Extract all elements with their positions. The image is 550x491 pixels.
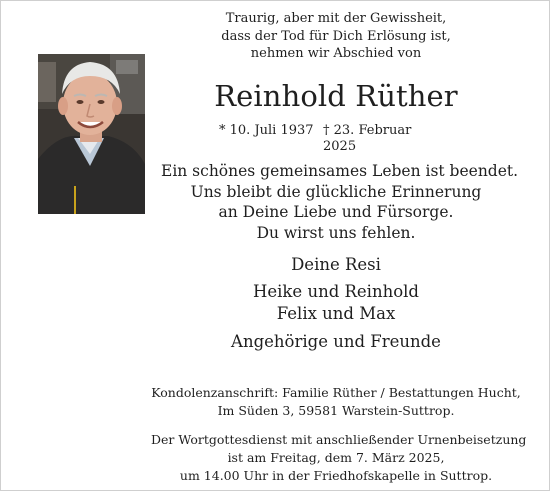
address-line: Kondolenzanschrift: Familie Rüther / Bestattungen Hucht, [151,385,521,400]
intro-line: Traurig, aber mit der Gewissheit, [225,11,447,26]
mourner-children [161,281,511,325]
address-line: Im Süden 3, 59581 Warstein-Suttrop. [217,403,455,418]
memorial-verse [161,161,519,243]
verse-line: Ein schönes gemeinsames Leben ist beendet. [161,162,519,180]
service-line: Der Wortgottesdienst mit anschließender Urnenbeisetzung [151,432,527,447]
mourner-line: Heike und Reinhold [253,282,419,301]
mourner-spouse: Deine Resi [291,255,381,274]
verse-line: Du wirst uns fehlen. [256,223,416,242]
mourner-line: Felix und Max [276,304,396,323]
service-line: ist am Freitag, dem 7. März 2025, [227,450,445,465]
service-info [151,431,527,485]
intro-line: dass der Tod für Dich Erlösung ist, [221,28,451,44]
verse-line: an Deine Liebe und Fürsorge. [218,203,454,221]
portrait-photo [38,54,145,214]
intro-line: nehmen wir Abschied von [250,46,422,61]
intro-text [161,10,511,63]
deceased-name: Reinhold Rüther [214,79,458,113]
portrait-illustration [38,54,145,214]
mourner-others: Angehörige und Freunde [231,332,441,351]
death-date: † 23. Februar 2025 [323,123,412,154]
service-line: um 14.00 Uhr in der Friedhofskapelle in Suttrop. [179,468,493,483]
condolence-address [151,384,521,420]
verse-line: Uns bleibt die glückliche Erinnerung [190,182,482,201]
birth-date: * 10. Juli 1937 [219,123,314,138]
